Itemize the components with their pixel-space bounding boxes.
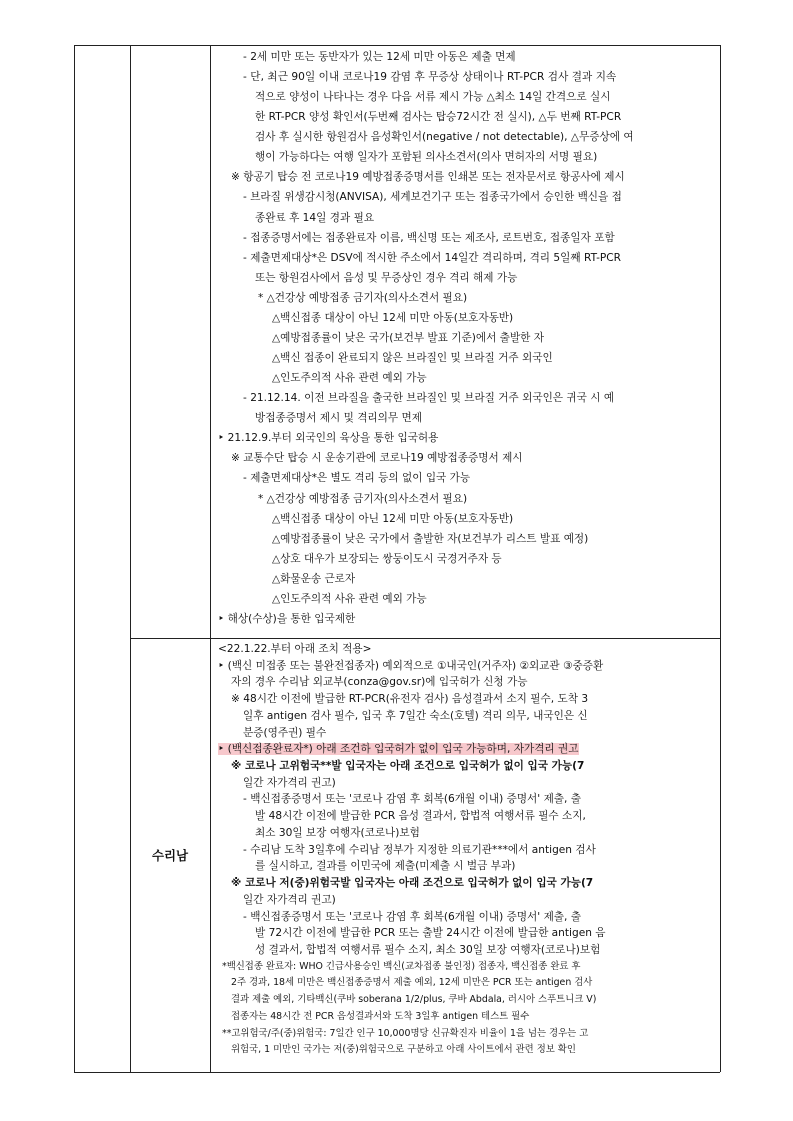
highlight-text: ‣ (백신접종완료자*) 아래 조건하 입국허가 없이 입국 가능하며, 자가격리 권고 [218,743,579,756]
text-line: ‣ 해상(수상)을 통한 입국제한 [218,612,356,625]
text-line: 적으로 양성이 나타나는 경우 다음 서류 제시 가능 △최소 14일 간격으로 실시 [255,91,611,104]
text-line: - 21.12.14. 이전 브라질을 출국한 브라질인 및 브라질 거주 외국인은 귀국 시 예 [243,392,615,405]
text-line: <22.1.22.부터 아래 조치 적용> [218,643,372,655]
text-line: - 2세 미만 또는 동반자가 있는 12세 미만 아동은 제출 면제 [243,51,516,63]
footnote-line: 접종자는 48시간 전 PCR 음성결과서와 도착 3일후 antigen 테스트 필수 [231,1010,530,1022]
row-divider [130,638,720,639]
table-col-divider-2 [210,45,211,1072]
text-line: 일간 자가격리 권고) [243,776,336,789]
text-line: 자의 경우 수리남 외교부(conza@gov.sr)에 입국허가 신청 가능 [231,676,528,689]
text-line: - 제출면제대상*은 별도 격리 등의 없이 입국 가능 [243,472,471,485]
footnote-line: 결과 제출 예외, 기타백신(쿠바 soberana 1/2/plus, 쿠바 Abdala, 러시아 스푸트니크 V) [231,994,597,1006]
text-line: △백신 접종이 완료되지 않은 브라질인 및 브라질 거주 외국인 [272,352,553,365]
text-line: ‣ (백신 미접종 또는 불완전접종자) 예외적으로 ①내국인(거주자) ②외교관 ③중증환 [218,659,604,672]
text-line: ※ 교통수단 탑승 시 운송기관에 코로나19 예방접종증명서 제시 [231,452,523,465]
footnote-line: **고위험국/주(중)위험국: 7일간 인구 10,000명당 신규확진자 비율이 1을 넘는 경우는 고 [222,1027,589,1039]
footnote-line: 2주 경과, 18세 미만은 백신접종증명서 제출 예외, 12세 미만은 PCR 또는 antigen 검사 [231,977,593,989]
text-line: △인도주의적 사유 관련 예외 가능 [272,372,427,385]
text-line: 성 결과서, 합법적 여행서류 필수 소지, 최소 30일 보장 여행자(코로나)보험 [255,943,601,956]
text-line: * △건강상 예방접종 금기자(의사소견서 필요) [258,291,468,304]
text-line: 일후 antigen 검사 필수, 입국 후 7일간 숙소(호텔) 격리 의무, 내국인은 신 [243,709,588,722]
table-top-border [74,45,720,46]
text-line: - 백신접종증명서 또는 '코로나 감염 후 회복(6개월 이내) 증명서' 제출, 출 [243,793,581,806]
text-line: 분증(영주권) 필수 [243,726,327,739]
text-line: 최소 30일 보장 여행자(코로나)보험 [255,826,420,839]
text-line: - 단, 최근 90일 이내 코로나19 감염 후 무증상 상태이나 RT-PCR 검사 결과 지속 [243,71,617,84]
text-line: △백신접종 대상이 아닌 12세 미만 아동(보호자동반) [272,311,514,324]
text-line: △인도주의적 사유 관련 예외 가능 [272,592,427,605]
text-line: 또는 항원검사에서 음성 및 무증상인 경우 격리 해제 가능 [255,271,518,284]
text-line: △상호 대우가 보장되는 쌍둥이도시 국경거주자 등 [272,552,502,565]
text-line: 종완료 후 14일 경과 필요 [255,211,375,224]
text-line: 행이 가능하다는 여행 일자가 포함된 의사소견서(의사 면허자의 서명 필요) [255,151,598,164]
text-line: ※ 코로나 고위험국**발 입국자는 아래 조건으로 입국허가 없이 입국 가능(7 [231,760,585,773]
highlighted-line [218,742,579,756]
text-line: 방접종증명서 제시 및 격리의무 면제 [255,412,422,425]
text-line: △백신접종 대상이 아닌 12세 미만 아동(보호자동반) [272,512,514,525]
table-left-border [74,45,75,1072]
text-line: - 브라질 위생감시청(ANVISA), 세계보건기구 또는 접종국가에서 승인한 백신을 접 [243,191,622,204]
text-line: 검사 후 실시한 항원검사 음성확인서(negative / not detectable), △무증상에 여 [255,131,634,144]
table-bottom-border [74,1072,720,1073]
text-line: 발 48시간 이전에 발급한 PCR 음성 결과서, 합법적 여행서류 필수 소지, [255,810,586,823]
country-label-suriname: 수리남 [151,848,189,863]
text-line: - 백신접종증명서 또는 '코로나 감염 후 회복(6개월 이내) 증명서' 제출, 출 [243,910,581,923]
text-line: △예방접종률이 낮은 국가에서 출발한 자(보건부가 리스트 발표 예정) [272,532,589,545]
text-line: ※ 48시간 이전에 발급한 RT-PCR(유전자 검사) 음성결과서 소지 필수, 도착 3 [231,693,589,706]
text-line: △예방접종률이 낮은 국가(보건부 발표 기준)에서 출발한 자 [272,331,544,344]
text-line: 를 실시하고, 결과를 이민국에 제출(미제출 시 벌금 부과) [255,860,516,873]
text-line: ※ 항공기 탑승 전 코로나19 예방접종증명서를 인쇄본 또는 전자문서로 항공사에 제시 [231,171,625,184]
table-right-border [720,45,721,1072]
text-line: △화물운송 근로자 [272,572,356,585]
table-col-divider-1 [130,45,131,1072]
text-line: * △건강상 예방접종 금기자(의사소견서 필요) [258,492,468,505]
text-line: 한 RT-PCR 양성 확인서(두번째 검사는 탑승72시간 전 실시), △두 번째 RT-PCR [255,111,622,124]
footnote-line: *백신접종 완료자: WHO 긴급사용승인 백신(교차접종 불인정) 접종자, 백신접종 완료 후 [222,960,581,972]
footnote-line: 위험국, 1 미만인 국가는 저(중)위험국으로 구분하고 아래 사이트에서 관련 정보 확인 [231,1044,576,1056]
text-line: 일간 자가격리 권고) [243,893,336,906]
text-line: 발 72시간 이전에 발급한 PCR 또는 출발 24시간 이전에 발급한 antigen 음 [255,927,606,940]
text-line: - 수리남 도착 3일후에 수리남 정부가 지정한 의료기관***에서 antigen 검사 [243,843,596,856]
text-line: ※ 코로나 저(중)위험국발 입국자는 아래 조건으로 입국허가 없이 입국 가능(7 [231,877,594,890]
text-line: - 제출면제대상*은 DSV에 적시한 주소에서 14일간 격리하며, 격리 5일째 RT-PCR [243,251,622,264]
text-line: ‣ 21.12.9.부터 외국인의 육상을 통한 입국허용 [218,432,439,445]
text-line: - 접종증명서에는 접종완료자 이름, 백신명 또는 제조사, 로트번호, 접종일자 포함 [243,231,615,244]
